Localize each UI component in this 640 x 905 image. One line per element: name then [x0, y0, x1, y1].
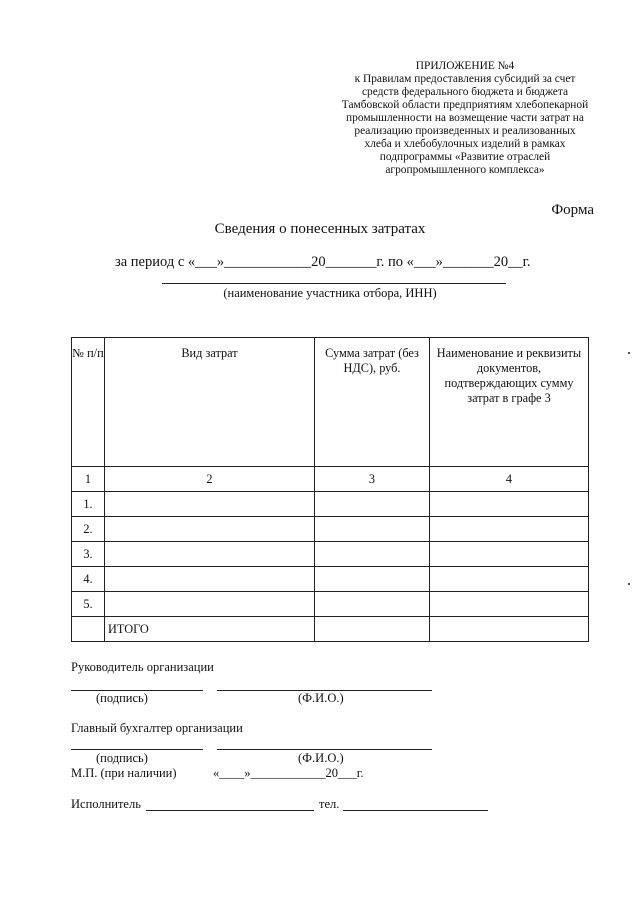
amount-cell[interactable]	[315, 542, 430, 567]
cost-type-cell[interactable]	[105, 567, 315, 592]
row-number: 5.	[72, 592, 105, 617]
head-of-organization-label: Руководитель организации	[71, 660, 214, 674]
executor-name-line[interactable]	[146, 810, 314, 811]
phone-line[interactable]	[343, 810, 488, 811]
column-numbers-row	[72, 467, 589, 492]
row-number: 2.	[72, 517, 105, 542]
signature-caption: (подпись)	[96, 751, 148, 765]
appendix-line: хлеба и хлебобулочных изделий в рамках	[364, 138, 566, 150]
column-number: 3	[315, 467, 430, 492]
row-number: 3.	[72, 542, 105, 567]
scan-speck	[628, 583, 630, 585]
document-title: Сведения о понесенных затратах	[214, 221, 426, 237]
signature-caption: (подпись)	[96, 691, 148, 705]
row-number: 4.	[72, 567, 105, 592]
scan-speck	[628, 352, 630, 354]
column-number: 2	[105, 467, 315, 492]
appendix-line: средств федерального бюджета и бюджета	[361, 86, 569, 98]
total-label: ИТОГО	[105, 617, 315, 642]
accountant-name-line[interactable]	[217, 749, 432, 750]
header-cell-amount: Сумма затрат (без НДС), руб.	[315, 338, 430, 467]
participant-caption: (наименование участника отбора, ИНН)	[223, 286, 437, 300]
cost-type-cell[interactable]	[105, 592, 315, 617]
amount-cell[interactable]	[315, 592, 430, 617]
header-cell-cost-type: Вид затрат	[105, 338, 315, 467]
header-cell-documents: Наименование и реквизиты документов, подтверждающих сумму затрат в графе 3	[430, 338, 589, 467]
appendix-line: подпрограммы «Развитие отраслей	[379, 151, 551, 163]
header-cell-number: № п/п	[72, 338, 105, 467]
amount-cell[interactable]	[315, 492, 430, 517]
appendix-line: ПРИЛОЖЕНИЕ №4	[415, 60, 515, 72]
column-number: 1	[72, 467, 105, 492]
row-number: 1.	[72, 492, 105, 517]
table-row	[72, 592, 589, 617]
cost-type-cell[interactable]	[105, 517, 315, 542]
total-number-cell	[72, 617, 105, 642]
documents-cell[interactable]	[430, 542, 589, 567]
seal-label: М.П. (при наличии)	[71, 766, 177, 780]
date-line[interactable]: «____»____________20___г.	[213, 766, 364, 780]
cost-type-cell[interactable]	[105, 542, 315, 567]
documents-cell[interactable]	[430, 492, 589, 517]
name-caption: (Ф.И.О.)	[298, 691, 344, 705]
table-row	[72, 542, 589, 567]
column-number: 4	[430, 467, 589, 492]
accountant-signature-line[interactable]	[71, 749, 203, 750]
form-label: Форма	[551, 202, 594, 218]
appendix-line: Тамбовской области предприятиям хлебопекарной	[341, 99, 589, 111]
total-documents-cell[interactable]	[430, 617, 589, 642]
table-row	[72, 567, 589, 592]
table-row	[72, 517, 589, 542]
name-caption: (Ф.И.О.)	[298, 751, 344, 765]
table-row	[72, 492, 589, 517]
appendix-header	[320, 60, 610, 177]
appendix-line: к Правилам предоставления субсидий за счет	[354, 73, 576, 85]
amount-cell[interactable]	[315, 567, 430, 592]
total-amount-cell[interactable]	[315, 617, 430, 642]
total-row	[72, 617, 589, 642]
chief-accountant-label: Главный бухгалтер организации	[71, 721, 243, 735]
appendix-line: агропромышленного комплекса»	[385, 164, 545, 176]
documents-cell[interactable]	[430, 517, 589, 542]
period-line: за период с «___»____________20_______г. по «___»_______20__г.	[115, 254, 531, 270]
documents-cell[interactable]	[430, 567, 589, 592]
amount-cell[interactable]	[315, 517, 430, 542]
executor-label: Исполнитель	[71, 797, 141, 811]
cost-type-cell[interactable]	[105, 492, 315, 517]
participant-underline	[162, 283, 506, 284]
documents-cell[interactable]	[430, 592, 589, 617]
appendix-line: промышленности на возмещение части затрат на	[346, 112, 584, 124]
phone-label: тел.	[319, 797, 340, 811]
appendix-line: реализацию произведенных и реализованных	[354, 125, 576, 137]
table-header-row	[72, 338, 589, 467]
costs-table	[71, 337, 589, 642]
